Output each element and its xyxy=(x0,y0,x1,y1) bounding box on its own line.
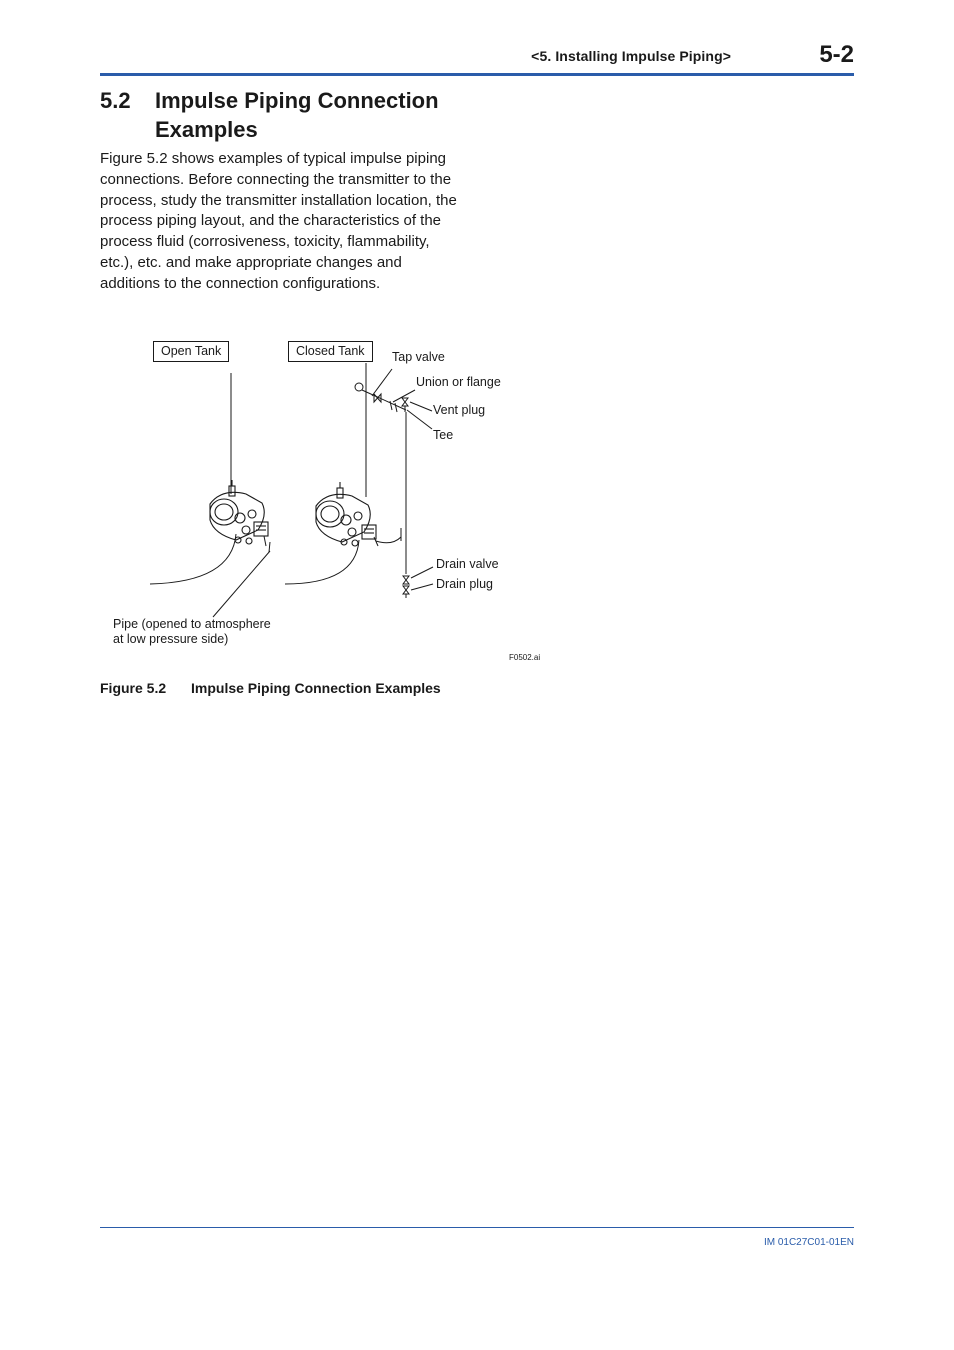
footer-divider xyxy=(100,1227,854,1228)
body-paragraph: Figure 5.2 shows examples of typical impulse piping connections. Before connecting the transmitter to the process, study the transmitter installation location, the process piping layout, and the characteristics of the process fluid (corrosiveness, toxicity, flammability, etc.), etc. and make appropriate changes and additions to the connection configurations. xyxy=(100,150,457,292)
page-number: 5-2 xyxy=(819,41,854,68)
union-leader xyxy=(393,390,415,402)
union-or-flange-label: Union or flange xyxy=(416,375,501,389)
closed-tank-high-side-pipe xyxy=(285,540,359,584)
drain-valve-leader xyxy=(411,567,433,578)
drain-plug-label: Drain plug xyxy=(436,577,493,591)
section-title: Impulse Piping Connection Examples xyxy=(155,88,439,142)
header-divider xyxy=(100,73,854,76)
vent-plug-label: Vent plug xyxy=(433,403,486,417)
tee-leader xyxy=(407,410,432,429)
tap-valve-label: Tap valve xyxy=(392,350,445,364)
figure-file-name: F0502.ai xyxy=(509,653,541,662)
tap-line xyxy=(362,390,406,410)
closed-tank-transmitter xyxy=(316,482,376,546)
pipe-note-label xyxy=(113,617,313,647)
open-tank-transmitter xyxy=(210,480,268,544)
header-chapter-title: <5. Installing Impulse Piping> xyxy=(531,48,731,64)
drain-valve-symbol xyxy=(403,576,409,584)
open-tank-low-side-stub xyxy=(264,536,266,546)
figure-caption-title: Impulse Piping Connection Examples xyxy=(191,680,441,696)
section-number: 5.2 xyxy=(100,88,131,113)
drain-plug-leader xyxy=(411,584,433,590)
tee-label: Tee xyxy=(433,428,454,442)
low-side-connection xyxy=(376,537,401,543)
pipe-note-line-2: at low pressure side) xyxy=(113,632,229,646)
figure-caption xyxy=(100,680,441,696)
drain-plug-symbol xyxy=(403,586,409,594)
vent-plug-leader xyxy=(410,402,432,411)
tap-valve-symbol xyxy=(374,394,381,402)
open-tank-label: Open Tank xyxy=(153,341,229,362)
tank-tap-point xyxy=(355,383,363,391)
closed-tank-label: Closed Tank xyxy=(288,341,373,362)
figure-caption-number: Figure 5.2 xyxy=(100,680,167,696)
tap-valve-leader xyxy=(372,369,392,396)
footer-document-id: IM 01C27C01-01EN xyxy=(763,1237,854,1248)
pipe-note-line-1: Pipe (opened to atmosphere xyxy=(113,617,271,631)
pipe-note-leader xyxy=(213,551,270,617)
vent-plug-symbol xyxy=(402,398,408,406)
drain-valve-label: Drain valve xyxy=(436,557,499,571)
open-tank-high-side-pipe xyxy=(150,534,236,584)
